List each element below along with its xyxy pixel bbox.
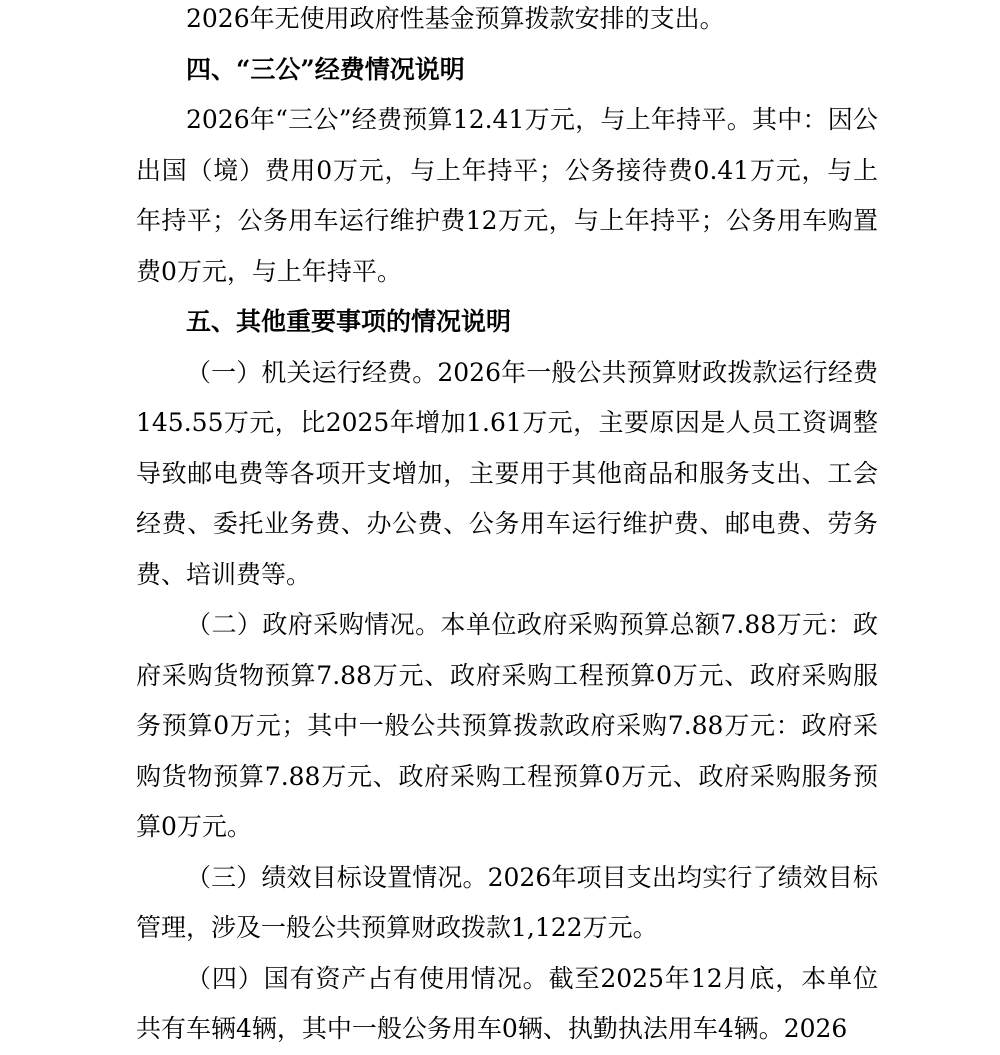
subsection-body-operating-funds: 2026年一般公共预算财政拨款运行经费145.55万元，比2025年增加1.61万元，主要原因是人员工资调整导致邮电费等各项开支增加，主要用于其他商品和服务支出、工会经费、委托业务费、办公费、公务用车运行维护费、邮电费、劳务费、培训费等。: [136, 357, 878, 589]
paragraph-fund-note: 2026年无使用政府性基金预算拨款安排的支出。: [186, 4, 725, 33]
paragraph-performance-goals: [136, 853, 878, 954]
heading-other-matters: 五、其他重要事项的情况说明: [186, 307, 512, 336]
subsection-body-state-assets: 截至2025年12月底，本单位共有车辆4辆，其中一般公务用车0辆、执勤执法用车4辆。2026: [136, 963, 878, 1043]
document-page: [136, 0, 878, 1055]
subsection-title-state-assets: （四）国有资产占有使用情况。: [186, 963, 549, 993]
paragraph-three-public-expenses: 2026年“三公”经费预算12.41万元，与上年持平。其中：因公出国（境）费用0万元，与上年持平；公务接待费0.41万元，与上年持平；公务用车运行维护费12万元，与上年持平；公务用车购置费0万元，与上年持平。: [136, 105, 878, 286]
subsection-title-performance-goals: （三）绩效目标设置情况。: [186, 862, 488, 892]
subsection-title-operating-funds: （一）机关运行经费。: [186, 357, 438, 387]
subsection-title-procurement: （二）政府采购情况。: [186, 610, 441, 639]
subsection-body-performance-goals: 2026年项目支出均实行了绩效目标管理，涉及一般公共预算财政拨款1,122万元。: [136, 862, 878, 942]
subsection-body-procurement: 本单位政府采购预算总额7.88万元：政府采购货物预算7.88万元、政府采购工程预算0万元、政府采购服务预算0万元；其中一般公共预算拨款政府采购7.88万元：政府采购货物预算7.88万元、政府采购工程预算0万元、政府采购服务预算0万元。: [136, 610, 878, 841]
paragraph-state-assets: [136, 954, 878, 1055]
heading-three-public-expenses: 四、“三公”经费情况说明: [186, 54, 465, 84]
paragraph-operating-funds: [136, 348, 878, 601]
paragraph-procurement: [136, 600, 878, 853]
